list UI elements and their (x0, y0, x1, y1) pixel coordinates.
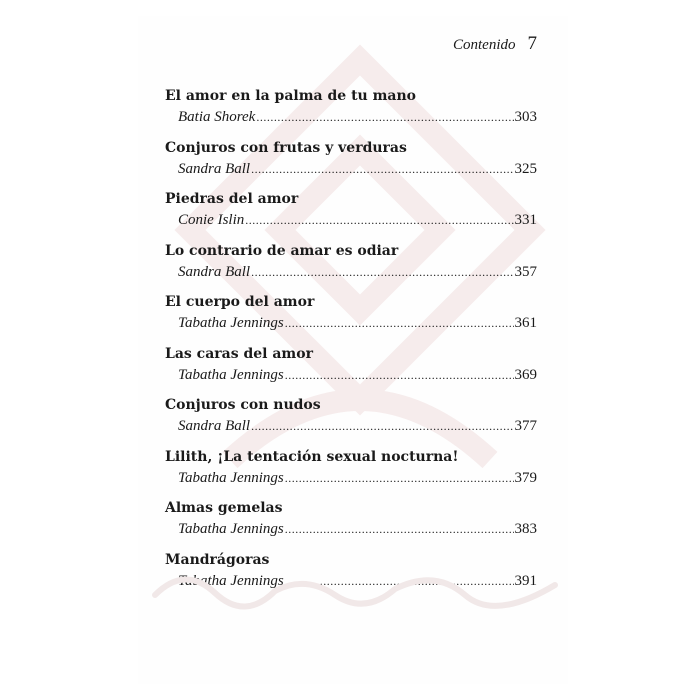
toc-line (165, 571, 537, 592)
chapter-title: Mandrágoras (165, 551, 270, 568)
dot-leader (285, 519, 514, 540)
toc-line (165, 107, 537, 128)
chapter-page: 303 (514, 109, 537, 125)
chapter-author: Tabatha Jennings (178, 572, 284, 589)
toc-line (165, 262, 537, 283)
toc-entry (165, 138, 537, 190)
chapter-title: Piedras del amor (165, 191, 299, 207)
toc-entry (165, 86, 537, 138)
toc-entry (165, 292, 537, 344)
toc-line (165, 159, 537, 180)
dot-leader (285, 365, 514, 386)
chapter-author: Sandra Ball (178, 160, 251, 177)
chapter-page: 357 (514, 263, 537, 280)
chapter-author: Sandra Ball (178, 418, 251, 434)
dot-leader (251, 262, 513, 283)
toc-line (165, 365, 537, 386)
chapter-author: Tabatha Jennings (178, 469, 284, 486)
toc-line (165, 313, 537, 334)
toc-entry (165, 395, 537, 447)
chapter-page: 383 (514, 521, 537, 537)
chapter-author: Tabatha Jennings (178, 521, 284, 537)
chapter-page: 361 (514, 315, 537, 331)
toc-entry (165, 344, 537, 396)
dot-leader (285, 468, 514, 489)
dot-leader (251, 416, 513, 437)
chapter-author: Tabatha Jennings (178, 366, 284, 383)
chapter-page: 369 (514, 366, 537, 383)
toc-line (165, 468, 537, 489)
chapter-title: Almas gemelas (165, 500, 283, 516)
running-header (453, 33, 537, 55)
chapter-author: Batia Shorek (178, 109, 256, 125)
toc-entry (165, 447, 537, 499)
chapter-author: Conie Islin (178, 212, 245, 228)
dot-leader (285, 571, 514, 592)
dot-leader (285, 313, 514, 334)
chapter-title: El cuerpo del amor (165, 294, 315, 310)
chapter-page: 377 (514, 418, 537, 434)
dot-leader (256, 107, 513, 128)
dot-leader (245, 210, 513, 231)
toc-entry (165, 189, 537, 241)
chapter-title: Lilith, ¡La tentación sexual nocturna! (165, 448, 459, 465)
chapter-page: 379 (514, 469, 537, 486)
chapter-title: Lo contrario de amar es odiar (165, 242, 399, 259)
toc-entry (165, 241, 537, 293)
dot-leader (251, 159, 513, 180)
page-number: 7 (527, 33, 537, 54)
chapter-title: Las caras del amor (165, 345, 313, 362)
chapter-title: El amor en la palma de tu mano (165, 88, 416, 104)
chapter-page: 391 (514, 572, 537, 589)
toc-line (165, 416, 537, 437)
header-title: Contenido (453, 37, 516, 53)
chapter-title: Conjuros con frutas y verduras (165, 139, 407, 156)
toc-entry (165, 550, 537, 602)
toc-line (165, 519, 537, 540)
chapter-page: 325 (514, 160, 537, 177)
chapter-author: Tabatha Jennings (178, 315, 284, 331)
chapter-title: Conjuros con nudos (165, 397, 321, 413)
toc-line (165, 210, 537, 231)
toc-entry (165, 498, 537, 550)
chapter-author: Sandra Ball (178, 263, 251, 280)
table-of-contents (165, 86, 537, 601)
chapter-page: 331 (514, 212, 537, 228)
